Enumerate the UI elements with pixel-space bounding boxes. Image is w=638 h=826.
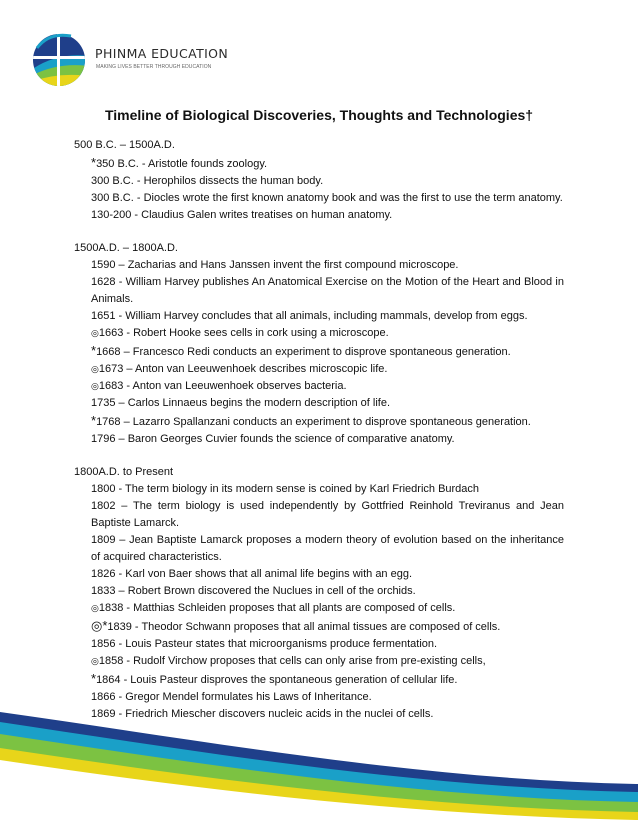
timeline-entry: [91, 154, 564, 173]
star-marker-icon: *: [91, 155, 97, 170]
timeline-entry: [91, 636, 564, 653]
timeline-entry: [91, 173, 564, 190]
entry-text: 1856 - Louis Pasteur states that microorganisms produce fermentation.: [91, 638, 438, 650]
timeline-entry: [91, 532, 564, 566]
circle-marker-icon: ◎: [91, 328, 99, 338]
timeline-entry: [91, 431, 564, 448]
timeline-entry: [91, 583, 564, 600]
timeline-entry: [91, 498, 564, 532]
entry-text: 350 B.C. - Aristotle founds zoology.: [96, 158, 268, 170]
entry-text: 1628 - William Harvey publishes An Anatomical Exercise on the Motion of the Heart and Blood in Animals.: [91, 276, 564, 305]
timeline-entry: [91, 412, 564, 431]
entry-text: 1673 – Anton van Leeuwenhoek describes microscopic life.: [98, 363, 388, 375]
timeline-entry: [91, 308, 564, 325]
era-heading: 1800A.D. to Present: [74, 466, 174, 478]
timeline-entry: [91, 207, 564, 224]
star-marker-icon: *: [91, 343, 97, 358]
era-heading: 500 B.C. – 1500A.D.: [74, 139, 175, 151]
entry-text: 1800 - The term biology in its modern sense is coined by Karl Friedrich Burdach: [91, 483, 480, 495]
circle-marker-icon: ◎: [91, 603, 99, 613]
phinma-logo: [27, 26, 227, 90]
entry-text: 1796 – Baron Georges Cuvier founds the science of comparative anatomy.: [91, 433, 455, 445]
timeline-entry: [91, 257, 564, 274]
timeline-entry: [91, 342, 564, 361]
circle-marker-icon: ◎: [91, 381, 99, 391]
entry-text: 1839 - Theodor Schwann proposes that all animal tissues are composed of cells.: [107, 621, 501, 633]
circle-marker-icon: ◎: [91, 364, 99, 374]
entry-text: 1826 - Karl von Baer shows that all animal life begins with an egg.: [91, 568, 413, 580]
star-marker-icon: *: [91, 671, 97, 686]
entry-text: 300 B.C. - Diocles wrote the first known anatomy book and was the first to use the term anatomy.: [91, 192, 563, 204]
era-section: [74, 464, 564, 723]
timeline-entry: [91, 670, 564, 689]
era-entries: [91, 257, 564, 448]
entry-text: 1663 - Robert Hooke sees cells in cork using a microscope.: [98, 327, 389, 339]
timeline-entry: [91, 378, 564, 395]
era-section: [74, 137, 564, 224]
entry-text: 1802 – The term biology is used independently by Gottfried Reinhold Treviranus and Jean Baptiste Lamarck.: [91, 500, 564, 529]
entry-text: 1735 – Carlos Linnaeus begins the modern description of life.: [91, 397, 391, 409]
timeline-entry: [91, 481, 564, 498]
entry-text: 1683 - Anton van Leeuwenhoek observes bacteria.: [98, 380, 347, 392]
logo-name: PHINMA EDUCATION: [95, 46, 229, 61]
timeline-entry: [91, 325, 564, 342]
era-entries: [91, 154, 564, 224]
entry-text: 1833 – Robert Brown discovered the Nuclues in cell of the orchids.: [91, 585, 416, 597]
timeline-entry: [91, 653, 564, 670]
timeline-entry: [91, 617, 564, 636]
timeline-entry: [91, 566, 564, 583]
entry-text: 1590 – Zacharias and Hans Janssen invent the first compound microscope.: [91, 259, 459, 271]
era-section: [74, 240, 564, 448]
footer-wave-decoration: [0, 700, 638, 826]
timeline-entry: [91, 190, 564, 207]
timeline-entry: [91, 361, 564, 378]
document-title: Timeline of Biological Discoveries, Thoughts and Technologies†: [104, 107, 534, 123]
entry-text: 1768 – Lazarro Spallanzani conducts an experiment to disprove spontaneous generation.: [96, 416, 531, 428]
timeline-content: [74, 137, 564, 723]
timeline-entry: [91, 395, 564, 412]
phinma-logo-icon: [27, 26, 93, 90]
entry-text: 1858 - Rudolf Virchow proposes that cells can only arise from pre-existing cells,: [98, 655, 486, 667]
timeline-entry: [91, 600, 564, 617]
entry-text: 300 B.C. - Herophilos dissects the human body.: [91, 175, 324, 187]
entry-text: 1869 - Friedrich Miescher discovers nucleic acids in the nuclei of cells.: [91, 708, 434, 720]
entry-text: 1864 - Louis Pasteur disproves the spontaneous generation of cellular life.: [96, 674, 458, 686]
entry-text: 1866 - Gregor Mendel formulates his Laws of Inheritance.: [91, 691, 372, 703]
entry-text: 130-200 - Claudius Galen writes treatises on human anatomy.: [91, 209, 393, 221]
logo-tagline: MAKING LIVES BETTER THROUGH EDUCATION: [96, 64, 212, 70]
circle-star-marker-icon: ◎*: [91, 618, 108, 633]
entry-text: 1651 - William Harvey concludes that all animals, including mammals, develop from eggs.: [91, 310, 528, 322]
timeline-entry: [91, 274, 564, 308]
entry-text: 1668 – Francesco Redi conducts an experiment to disprove spontaneous generation.: [96, 346, 511, 358]
era-heading: 1500A.D. – 1800A.D.: [74, 242, 178, 254]
circle-marker-icon: ◎: [91, 656, 99, 666]
era-entries: [91, 481, 564, 723]
entry-text: 1838 - Matthias Schleiden proposes that all plants are composed of cells.: [98, 602, 456, 614]
star-marker-icon: *: [91, 413, 97, 428]
entry-text: 1809 – Jean Baptiste Lamarck proposes a modern theory of evolution based on the inheritance of acquired characteristics.: [91, 534, 564, 563]
